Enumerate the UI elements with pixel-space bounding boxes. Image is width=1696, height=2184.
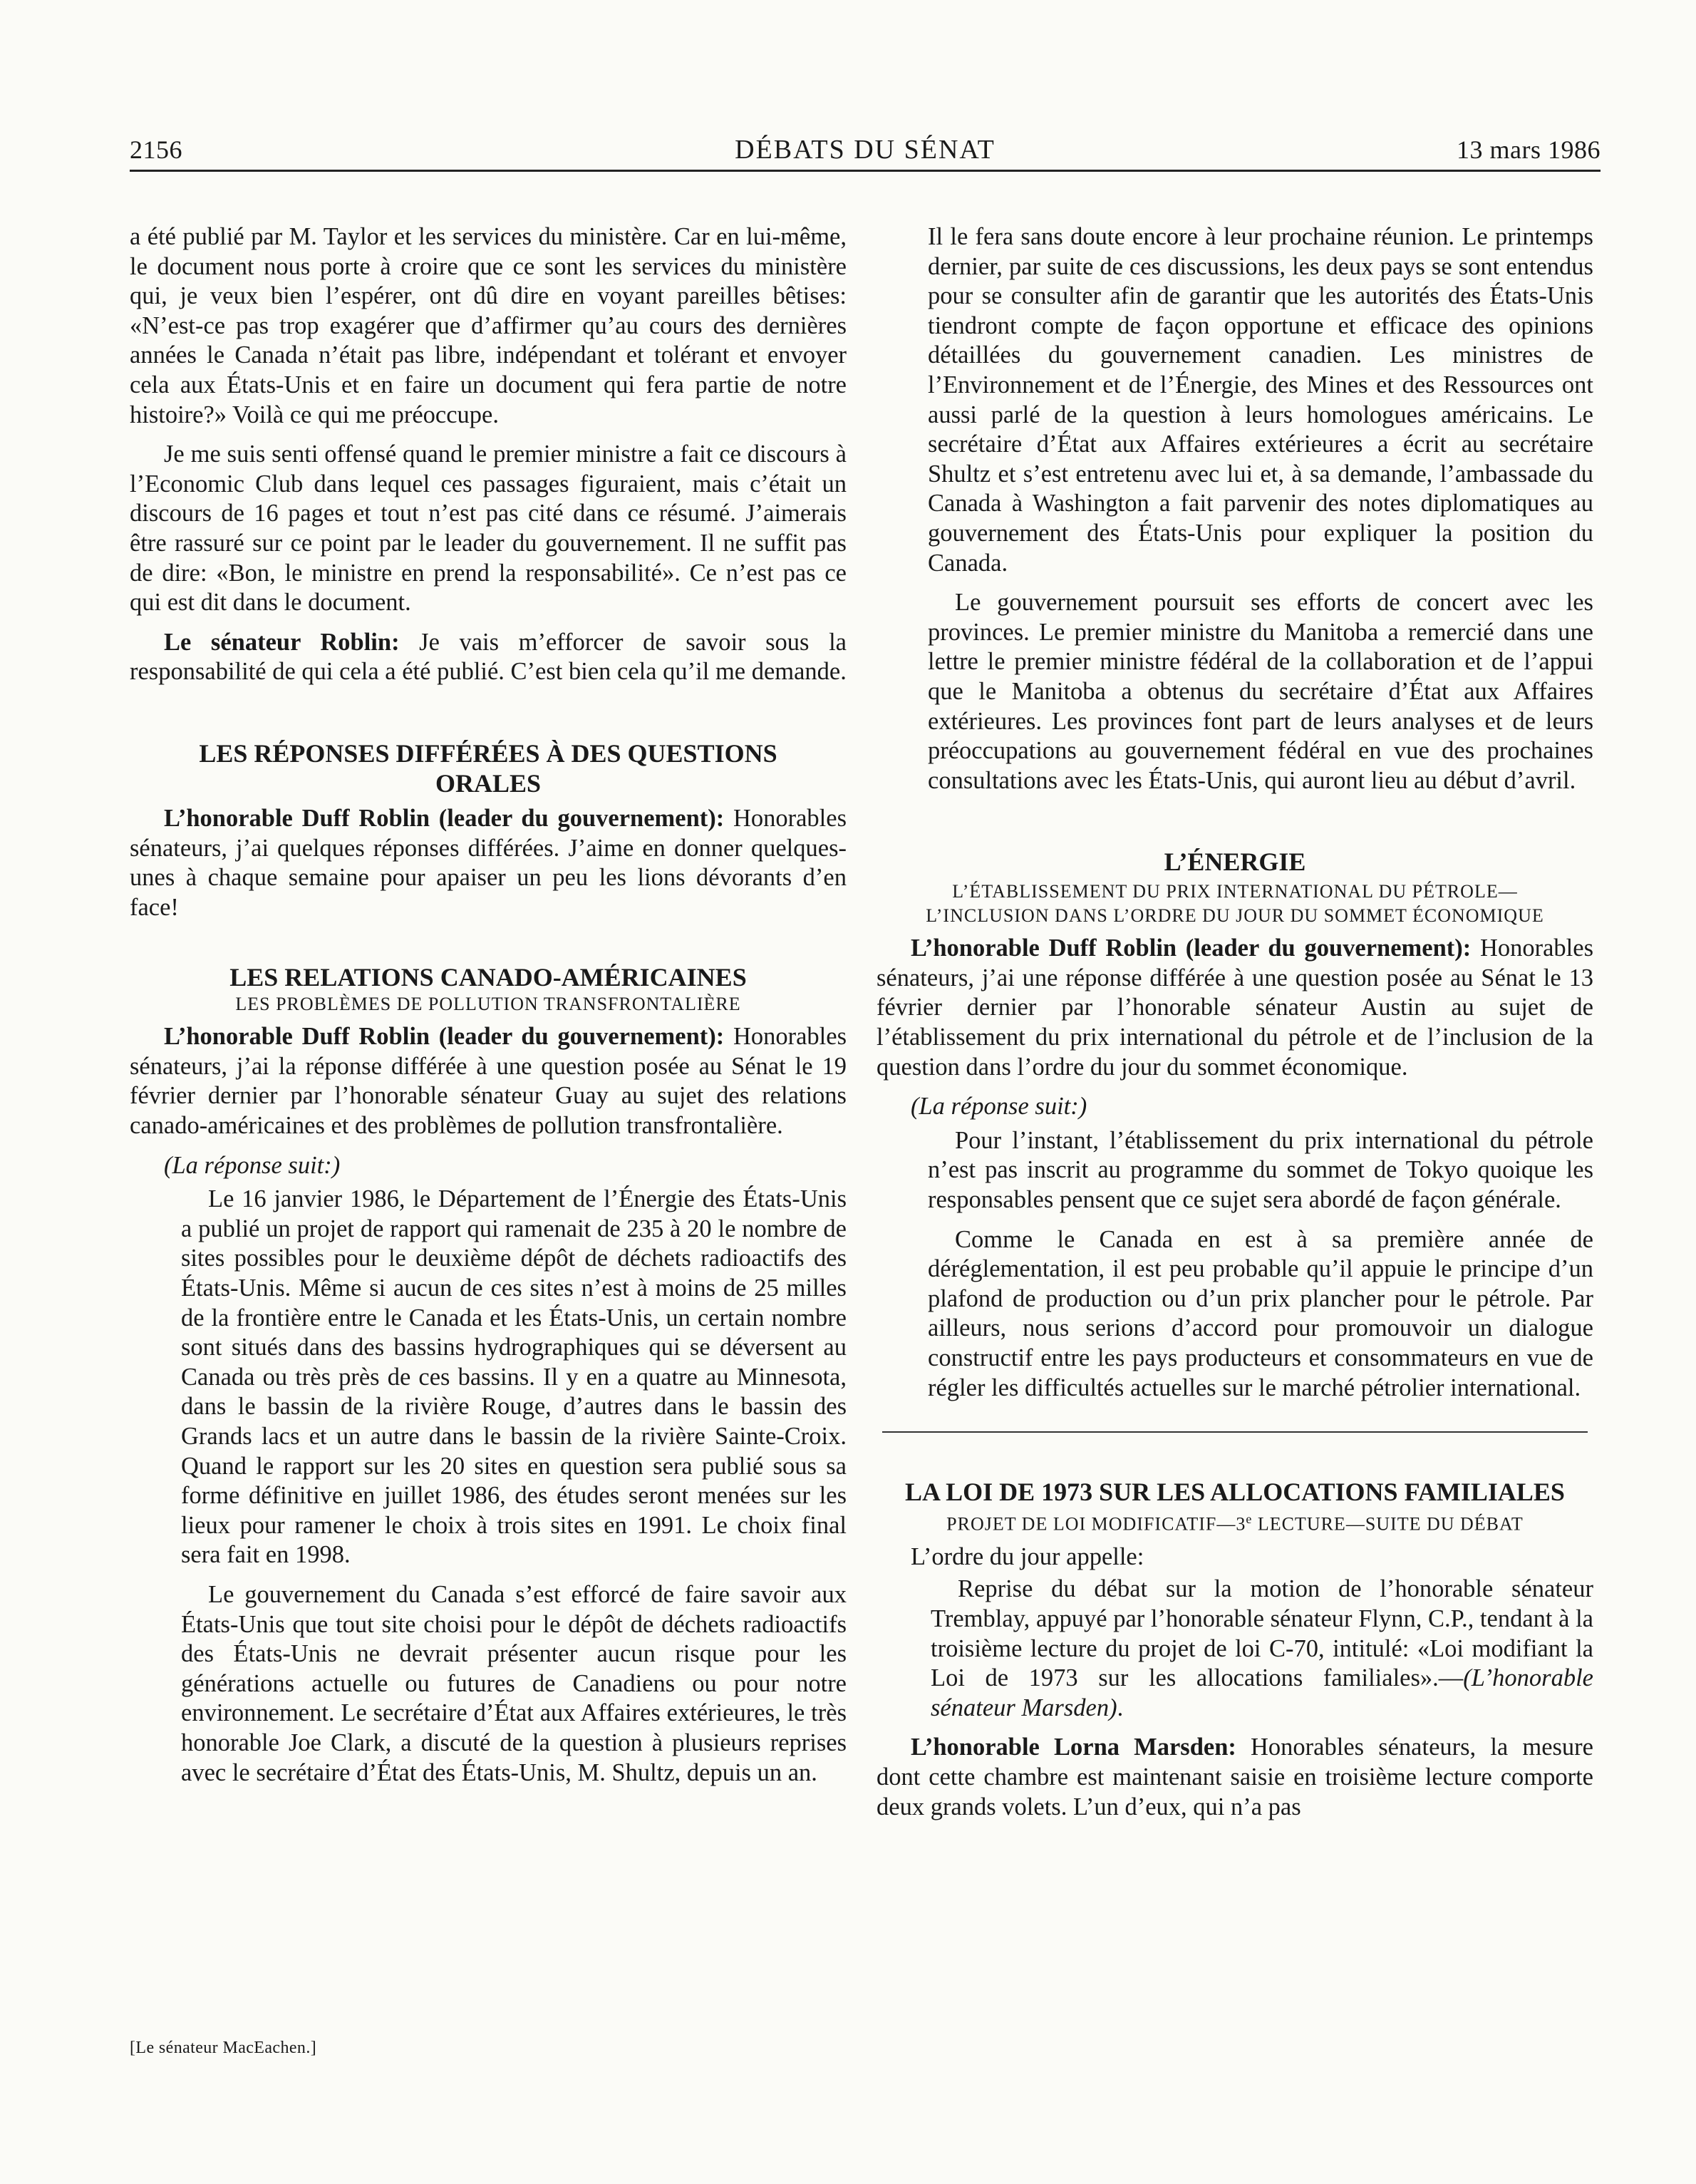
publication-date: 13 mars 1986 [1457,135,1601,164]
publication-title: DÉBATS DU SÉNAT [735,135,996,165]
quoted-paragraph: Le 16 janvier 1986, le Département de l’Énergie des États-Unis a publié un projet de rapport qui ramenait de 235 à 20 le nombre de sites possibles pour le deuxième dépôt de déchets radioactifs des États-Unis. Même si aucun de ces sites n’est à moins de 25 milles de la frontière entre le Canada et les États-Unis, un certain nombre sont situés dans des bassins hydrographiques qui se déversent au Canada ou très près de ces bassins. Il y en a quatre au Minnesota, dans le bassin de la rivière Rouge, d’autres dans le bassin des Grands lacs et un autre dans le bassin de la rivière Sainte-Croix. Quand le rapport sur les 20 sites en question sera publié sous sa forme définitive en juillet 1986, des études seront menées sur les lieux pour ramener le choix à trois sites en 1991. Le choix final sera fait en 1998. [181,1185,847,1569]
quoted-paragraph: Le gouvernement poursuit ses efforts de concert avec les provinces. Le premier ministre du Manitoba a remercié dans une lettre le premier ministre fédéral de la collaboration et de l’appui que le Manitoba a obtenus du secrétaire d’État aux Affaires extérieures. Les provinces font part de leurs analyses et de leurs préoccupations au gouvernement fédéral en vue des prochaines consultations avec les États-Unis, qui auront lieu au début d’avril. [928,589,1593,794]
section-heading: LES RELATIONS CANADO-AMÉRICAINES [229,963,747,992]
page-number: 2156 [130,135,182,164]
section-subheading: L’ÉTABLISSEMENT DU PRIX INTERNATIONAL DU PÉTROLE—L’INCLUSION DANS L’ORDRE DU JOUR DU SOMMET ÉCONOMIQUE [926,881,1544,927]
paragraph: Le sénateur Roblin: Je vais m’efforcer de savoir sous la responsabilité de qui cela a été publié. C’est bien cela qu’il me demande. [130,628,847,686]
quoted-paragraph: Le gouvernement du Canada s’est efforcé de faire savoir aux États-Unis que tout site choisi pour le dépôt de déchets radioactifs des États-Unis ne devrait présenter aucun risque pour les générations actuelle ou futures de Canadiens ou pour notre environnement. Le secrétaire d’État aux Affaires extérieures, le très honorable Joe Clark, a discuté de la question à plusieurs reprises avec le secrétaire d’État des États-Unis, M. Shultz, depuis un an. [181,1580,847,1786]
header-rule [130,170,1601,172]
quoted-paragraph: Comme le Canada en est à sa première année de déréglementation, il est peu probable qu’il appuie le principe d’un plafond de production ou d’un prix plancher pour le pétrole. Par ailleurs, nous serions d’accord pour promouvoir un dialogue constructif entre les pays producteurs et consommateurs en vue de régler les difficultés actuelles sur le marché pétrolier international. [928,1225,1593,1401]
right-column [877,222,1593,1832]
speaker-name: L’honorable Duff Roblin (leader du gouvernement): [164,804,725,832]
speaker-name: L’honorable Duff Roblin (leader du gouvernement): [911,934,1472,962]
paragraph: Je me suis senti offensé quand le premier ministre a fait ce discours à l’Economic Club dans lequel ces passages figuraient, mais c’était un discours de 16 pages et tout n’est pas cité dans ce résumé. J’aimerais être rassuré sur ce point par le leader du gouvernement. Il ne suffit pas de dire: «Bon, le ministre en prend la responsabilité». Ce n’est pas ce qui est dit dans le document. [130,441,847,617]
speaker-name: Le sénateur Roblin: [164,628,400,656]
speaker-name: L’honorable Duff Roblin (leader du gouvernement): [164,1023,725,1051]
left-column [130,222,847,1798]
order-of-day: L’ordre du jour appelle: [911,1542,1144,1570]
page-header [130,134,1601,168]
quoted-paragraph: Il le fera sans doute encore à leur prochaine réunion. Le printemps dernier, par suite de ces discussions, les deux pays se sont entendus pour se consulter afin de garantir que les autorités des États-Unis tiendront compte de façon opportune et efficace des opinions détaillées du gouvernement canadien. Les ministres de l’Environnement et de l’Énergie, des Mines et des Ressources ont aussi parlé de la question à leurs homologues américains. Le secrétaire d’État aux Affaires extérieures a écrit au secrétaire Shultz et s’est entretenu avec lui et, à sa demande, l’ambassade du Canada à Washington a fait parvenir des notes diplomatiques au gouvernement des États-Unis pour expliquer la position du Canada. [928,223,1593,577]
paragraph: a été publié par M. Taylor et les services du ministère. Car en lui-même, le document nous porte à croire que ce sont les services du ministère qui, je veux bien l’espérer, ont dû dire en voyant pareilles bêtises: «N’est-ce pas trop exagérer que d’affirmer qu’au cours des dernières années le Canada n’était pas libre, indépendant et tolérant et envoyer cela aux États-Unis et en faire un document qui fera partie de notre histoire?» Voilà ce qui me préoccupe. [130,223,847,428]
paragraph: L’honorable Lorna Marsden: Honorables sénateurs, la mesure dont cette chambre est maintenant saisie en troisième lecture comporte deux grands volets. L’un d’eux, qui n’a pas [877,1734,1593,1820]
section-heading: LES RÉPONSES DIFFÉRÉES À DES QUESTIONS ORALES [199,738,777,798]
footer-note: [Le sénateur MacEachen.] [130,2039,317,2057]
section-heading: LA LOI DE 1973 SUR LES ALLOCATIONS FAMILIALES [905,1478,1565,1507]
paragraph: L’honorable Duff Roblin (leader du gouvernement): Honorables sénateurs, j’ai quelques réponses différées. J’aime en donner quelques-unes à chaque semaine pour apaiser un peu les lions dévorants d’en face! [130,804,847,921]
paragraph: L’honorable Duff Roblin (leader du gouvernement): Honorables sénateurs, j’ai la réponse différée à une question posée au Sénat le 19 février dernier par l’honorable sénateur Guay au sujet des relations canado-américaines et des problèmes de pollution transfrontalière. [130,1023,847,1140]
paragraph: L’honorable Duff Roblin (leader du gouvernement): Honorables sénateurs, j’ai une réponse différée à une question posée au Sénat le 13 février dernier par l’honorable sénateur Austin au sujet de l’établissement du prix international du pétrole et de l’inclusion de la question dans l’ordre du jour du sommet économique. [877,934,1593,1081]
section-heading: L’ÉNERGIE [1164,848,1306,877]
section-subheading: PROJET DE LOI MODIFICATIF—3e LECTURE—SUITE DU DÉBAT [946,1512,1524,1535]
response-follows: (La réponse suit:) [164,1151,341,1179]
order-text: Reprise du débat sur la motion de l’honorable sénateur Tremblay, appuyé par l’honorable sénateur Flynn, C.P., tendant à la troisième lecture du projet de loi C-70, intitulé: «Loi modifiant la Loi de 1973 sur les allocations familiales».—(L’honorable sénateur Marsden). [931,1575,1593,1721]
quoted-paragraph: Pour l’instant, l’établissement du prix international du pétrole n’est pas inscrit au programme du sommet de Tokyo quoique les responsables pensent que ce sujet sera abordé de façon générale. [928,1126,1593,1214]
section-subheading: LES PROBLÈMES DE POLLUTION TRANSFRONTALIÈRE [235,994,741,1015]
response-follows: (La réponse suit:) [911,1093,1087,1121]
speaker-name: L’honorable Lorna Marsden: [911,1734,1236,1761]
